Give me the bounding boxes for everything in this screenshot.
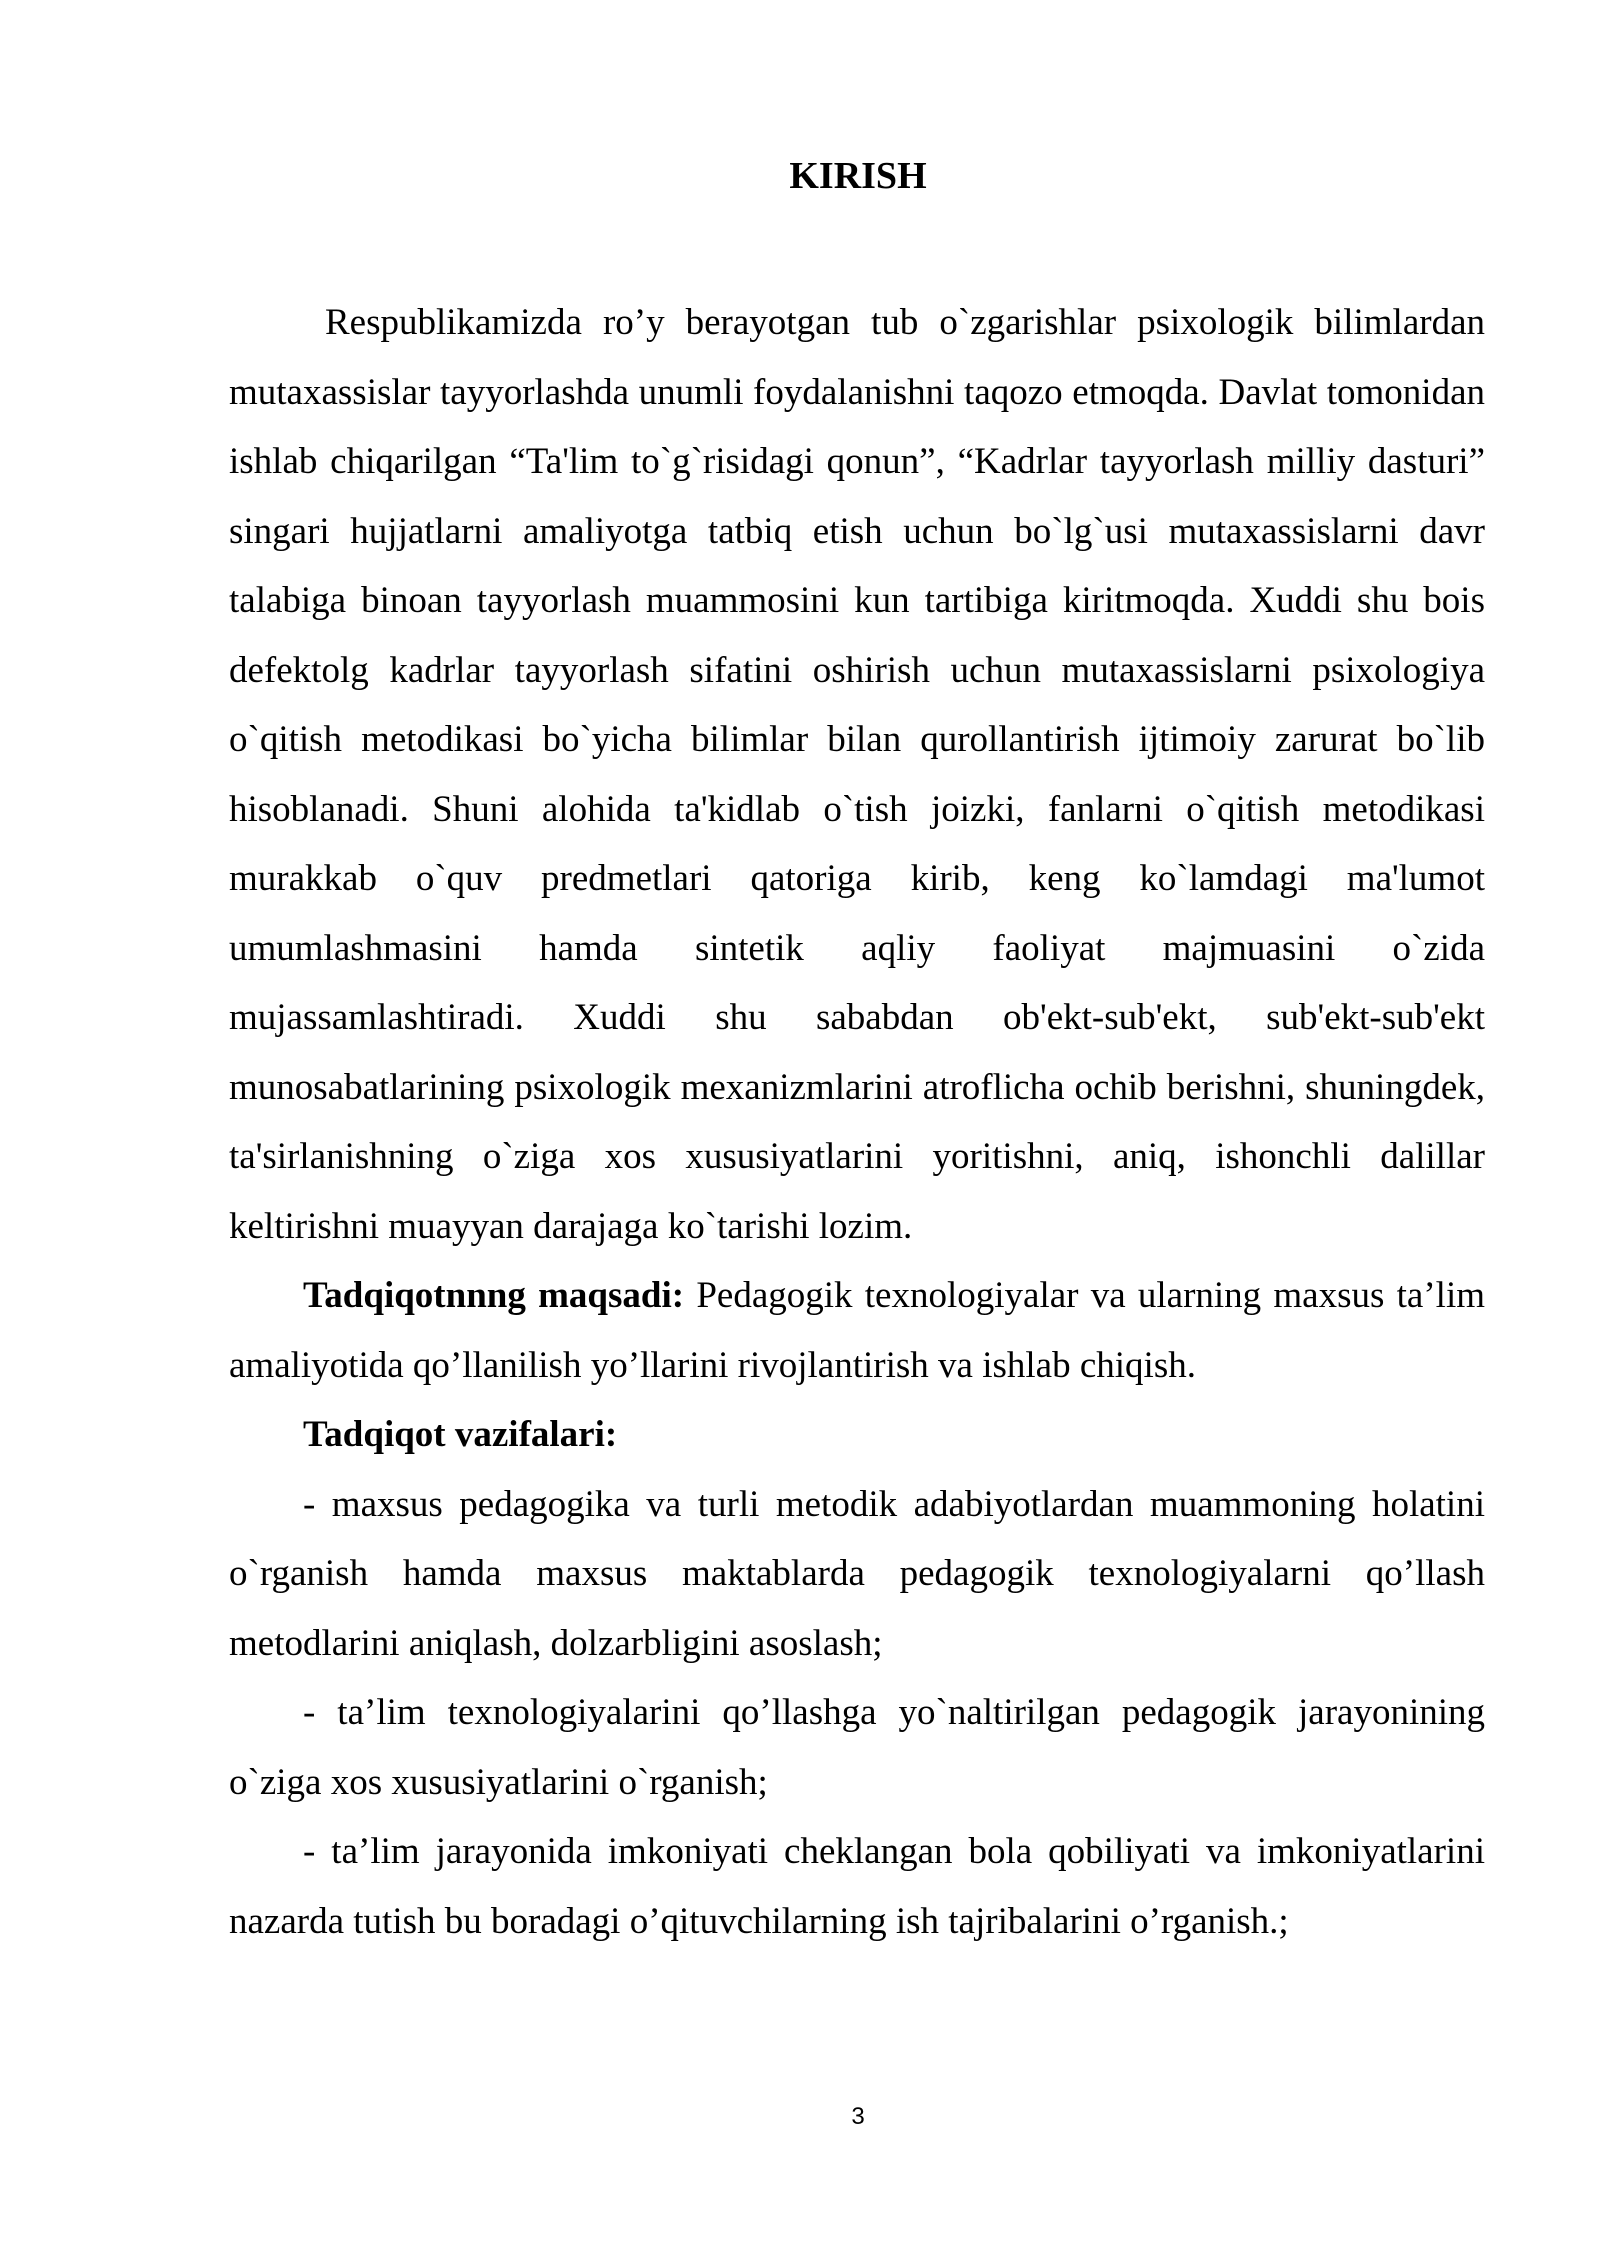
document-body [229, 288, 1485, 1956]
task-item: - ta’lim texnologiyalarini qo’llashga yo`naltirilgan pedagogik jarayonining o`ziga xos xususiyatlarini o`rganish; [229, 1692, 1485, 1803]
task-item: - maxsus pedagogika va turli metodik adabiyotlardan muammoning holatini o`rganish hamda maxsus maktablarda pedagogik texnologiyalarni qo’llash metodlarini aniqlash, dolzarbligini asoslash; [229, 1483, 1485, 1664]
tasks-label: Tadqiqot vazifalari: [303, 1414, 618, 1455]
goal-label: Tadqiqotnnng maqsadi: [303, 1275, 685, 1316]
task-item: - ta’lim jarayonida imkoniyati cheklangan bola qobiliyati va imkoniyatlarini nazarda tutish bu boradagi o’qituvchilarning ish tajribalarini o’rganish.; [229, 1831, 1485, 1942]
intro-paragraph: Respublikamizda ro’y berayotgan tub o`zgarishlar psixologik bilimlardan mutaxassislar tayyorlashda unumli foydalanishni taqozo etmoqda. Davlat tomonidan ishlab chiqarilgan “Ta'lim to`g`risidagi qonun”, “Kadrlar tayyorlash milliy dasturi” singari hujjatlarni amaliyotga tatbiq etish uchun bo`lg`usi mutaxassislarni davr talabiga binoan tayyorlash muammosini kun tartibiga kiritmoqda. Xuddi shu bois defektolg kadrlar tayyorlash sifatini oshirish uchun mutaxassislarni psixologiya o`qitish metodikasi bo`yicha bilimlar bilan qurollantirish ijtimoiy zarurat bo`lib hisoblanadi. Shuni alohida ta'kidlab o`tish joizki, fanlarni o`qitish metodikasi murakkab o`quv predmetlari qatoriga kirib, keng ko`lamdagi ma'lumot umumlashmasini hamda sintetik aqliy faoliyat majmuasini o`zida mujassamlashtiradi. Xuddi shu sababdan ob'ekt-sub'ekt, sub'ekt-sub'ekt munosabatlarining psixologik mexanizmlarini atroflicha ochib berishni, shuningdek, ta'sirlanishning o`ziga xos xususiyatlarini yoritishni, aniq, ishonchli dalillar keltirishni muayyan darajaga ko`tarishi lozim. [229, 302, 1485, 1247]
goal-text: Pedagogik texnologiyalar va ularning maxsus ta’lim amaliyotida qo’llanilish yo’llarini rivojlantirish va ishlab chiqish. [229, 1275, 1486, 1386]
goal-paragraph [229, 1261, 1485, 1400]
tasks-heading-paragraph [229, 1400, 1485, 1470]
page-number: 3 [851, 2103, 865, 2130]
page-title: KIRISH [789, 155, 927, 197]
